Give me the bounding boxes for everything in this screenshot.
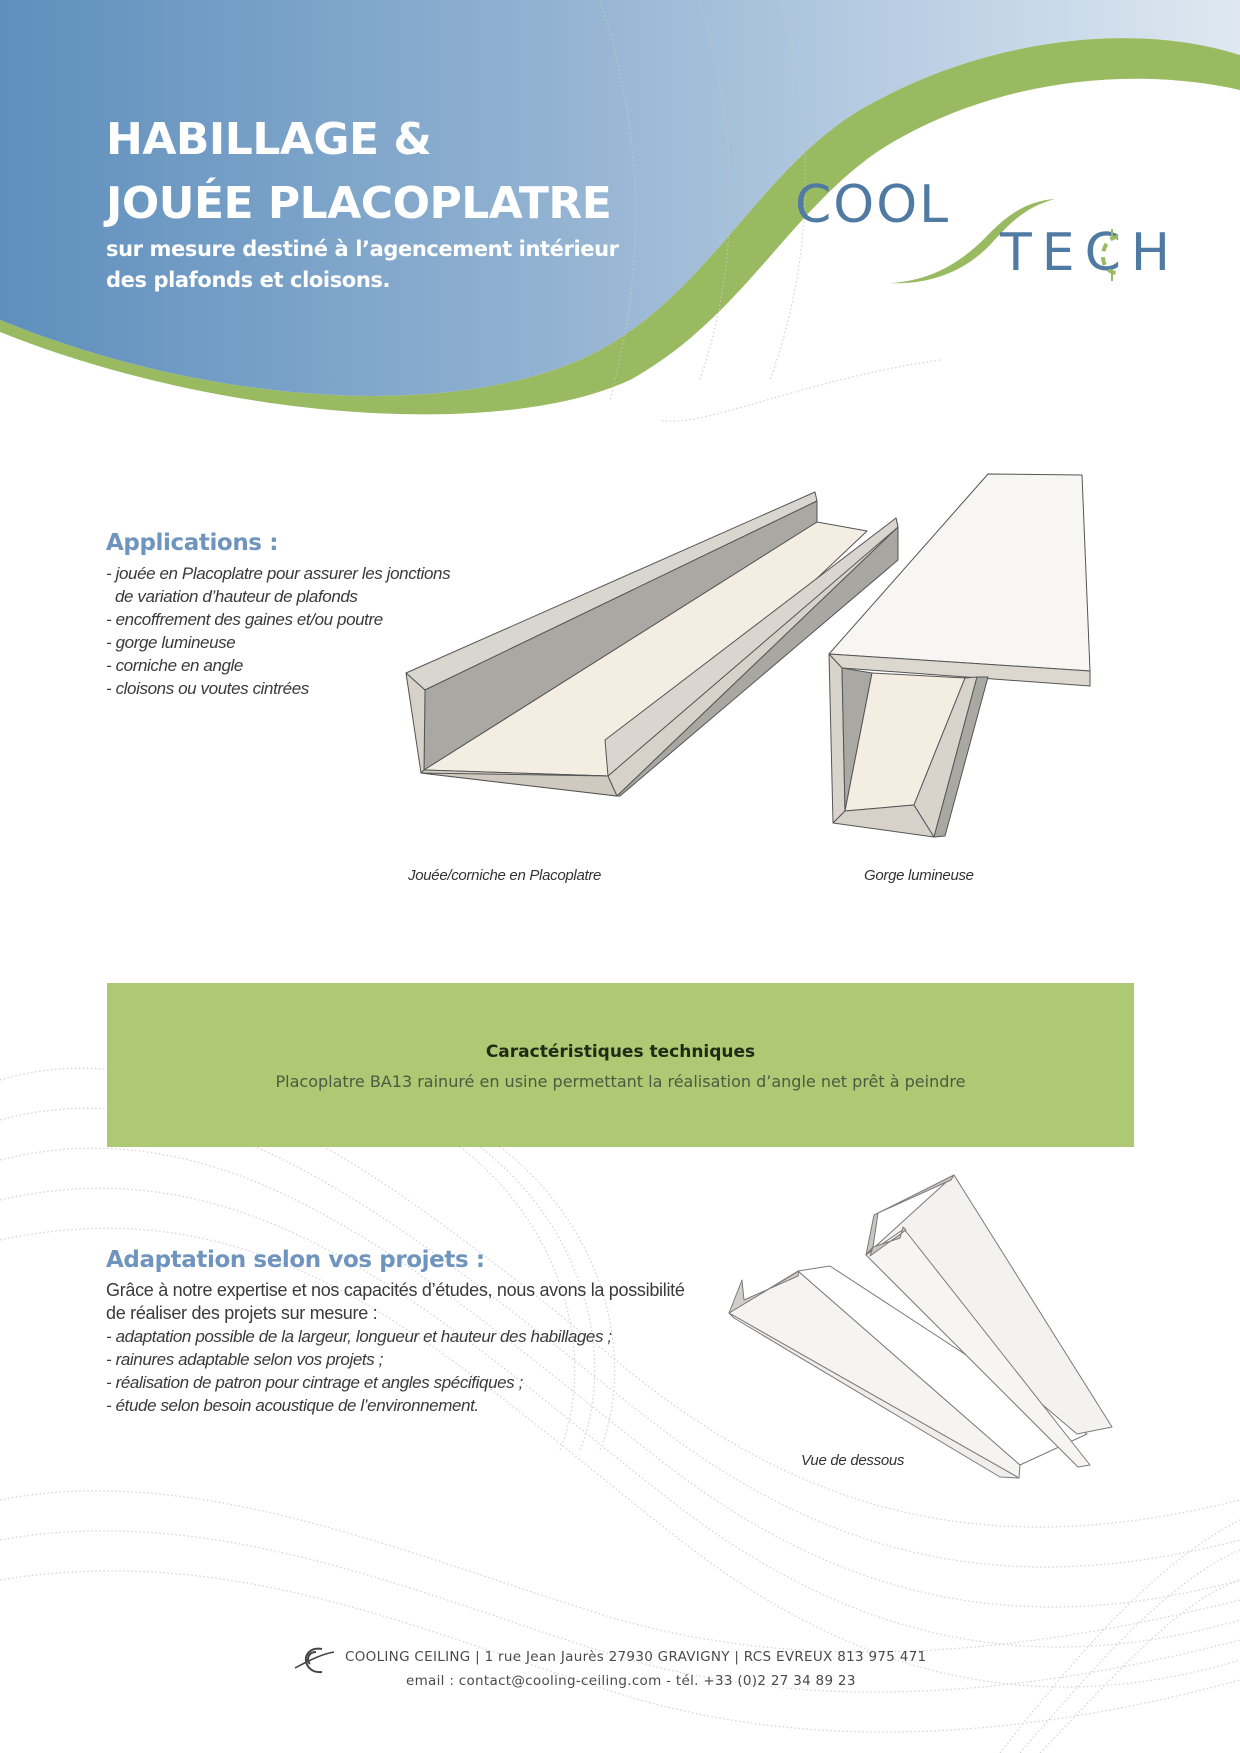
cooling-ceiling-logo-icon — [295, 1649, 334, 1672]
adaptation-heading: Adaptation selon vos projets : — [106, 1247, 485, 1273]
page-subtitle — [106, 234, 619, 296]
tech-title: Caractéristiques techniques — [485, 1041, 756, 1062]
caption-gorge-lumineuse: Gorge lumineuse — [864, 867, 974, 884]
footer-company-address: COOLING CEILING | 1 rue Jean Jaurès 27930 GRAVIGNY | RCS EVREUX 813 975 471 — [345, 1649, 927, 1665]
caption-jouee-corniche: Jouée/corniche en Placoplatre — [408, 867, 602, 884]
list-item: - gorge lumineuse — [106, 633, 236, 652]
adaptation-intro — [106, 1279, 685, 1325]
subtitle-line-1: sur mesure destiné à l’agencement intérieur — [106, 237, 619, 261]
logo-word-cool: COOL — [795, 175, 951, 235]
list-item: - rainures adaptable selon vos projets ; — [106, 1350, 383, 1369]
title-line-1: HABILLAGE & — [106, 114, 432, 165]
list-item: - jouée en Placoplatre pour assurer les jonctions — [106, 564, 451, 583]
jouee-corniche-drawing — [406, 492, 898, 796]
title-line-2: JOUÉE PLACOPLATRE — [106, 178, 612, 229]
intro-line-2: de réaliser des projets sur mesure : — [106, 1303, 378, 1323]
list-item: de variation d’hauteur de plafonds — [115, 587, 358, 606]
page-title — [106, 108, 611, 236]
gorge-lumineuse-drawing — [829, 474, 1090, 837]
list-item: - cloisons ou voutes cintrées — [106, 679, 309, 698]
tech-description: Placoplatre BA13 rainuré en usine permettant la réalisation d’angle net prêt à peindre — [275, 1071, 966, 1091]
logo-word-tech: TECH — [1000, 223, 1181, 283]
logo-crosshair-icon — [1090, 227, 1130, 283]
cooltech-logo — [795, 175, 1181, 285]
applications-list — [106, 562, 450, 700]
intro-line-1: Grâce à notre expertise et nos capacités d’études, nous avons la possibilité — [106, 1280, 685, 1300]
adaptation-list — [106, 1325, 612, 1417]
caption-vue-de-dessous: Vue de dessous — [801, 1452, 905, 1469]
list-item: - réalisation de patron pour cintrage et angles spécifiques ; — [106, 1373, 523, 1392]
footer-contact: email : contact@cooling-ceiling.com - tél. +33 (0)2 27 34 89 23 — [406, 1673, 856, 1689]
list-item: - étude selon besoin acoustique de l’environnement. — [106, 1396, 479, 1415]
list-item: - adaptation possible de la largeur, longueur et hauteur des habillages ; — [106, 1327, 612, 1346]
vue-de-dessous-drawing — [729, 1175, 1112, 1478]
technical-characteristics-box — [107, 983, 1134, 1147]
subtitle-line-2: des plafonds et cloisons. — [106, 268, 391, 292]
applications-heading: Applications : — [106, 530, 278, 556]
list-item: - corniche en angle — [106, 656, 243, 675]
list-item: - encoffrement des gaines et/ou poutre — [106, 610, 383, 629]
